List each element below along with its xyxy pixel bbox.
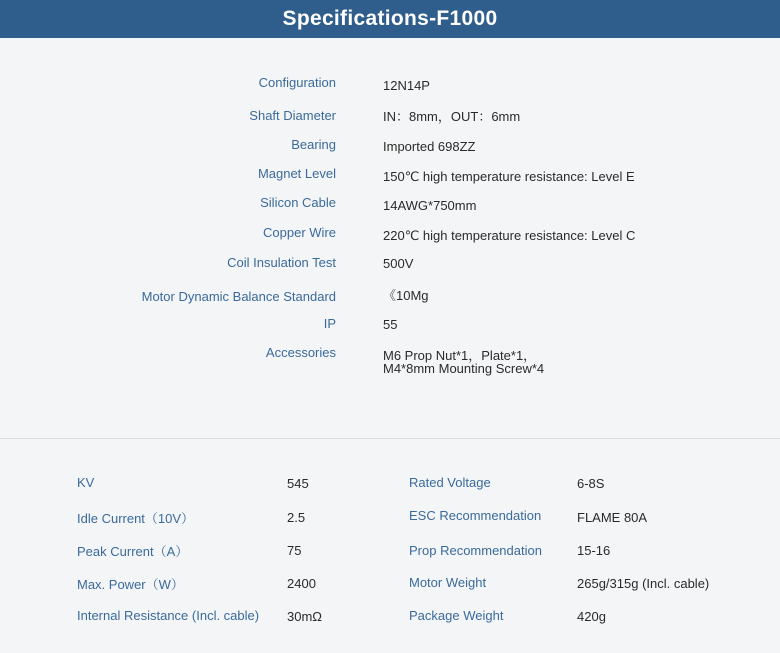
spec-value-copper-wire: 220℃ high temperature resistance: Level C xyxy=(383,228,636,243)
param-value-idle-current: 2.5 xyxy=(287,510,306,525)
spec-value-dynamic-balance: 《10Mg xyxy=(383,288,429,303)
param-label-internal-resistance: Internal Resistance (Incl. cable) xyxy=(77,608,260,623)
spec-value-accessories-line2: M4*8mm Mounting Screw*4 xyxy=(383,361,545,376)
spec-value-configuration: 12N14P xyxy=(383,78,430,93)
param-label-package-weight: Package Weight xyxy=(409,608,504,623)
param-label-motor-weight: Motor Weight xyxy=(409,575,487,590)
param-value-package-weight: 420g xyxy=(577,609,606,624)
spec-value-ip: 55 xyxy=(383,317,398,332)
page-header xyxy=(0,0,780,38)
param-label-rated-voltage: Rated Voltage xyxy=(409,475,491,490)
spec-value-silicon-cable: 14AWG*750mm xyxy=(383,198,477,213)
param-label-prop-recommendation: Prop Recommendation xyxy=(409,543,542,558)
spec-label-configuration: Configuration xyxy=(258,75,336,90)
spec-value-bearing: Imported 698ZZ xyxy=(383,139,476,154)
param-label-kv: KV xyxy=(77,475,95,490)
spec-label-accessories: Accessories xyxy=(265,345,336,360)
spec-label-silicon-cable: Silicon Cable xyxy=(260,195,336,210)
param-value-rated-voltage: 6-8S xyxy=(577,476,605,491)
spec-value-magnet-level: 150℃ high temperature resistance: Level E xyxy=(383,169,635,184)
param-label-max-power: Max. Power（W） xyxy=(77,577,184,592)
param-value-peak-current: 75 xyxy=(287,543,302,558)
param-label-idle-current: Idle Current（10V） xyxy=(77,511,195,526)
param-value-prop-recommendation: 15-16 xyxy=(577,543,611,558)
param-label-peak-current: Peak Current（A） xyxy=(77,544,189,559)
section-divider xyxy=(0,438,780,439)
spec-value-shaft-diameter: IN：8mm，OUT：6mm xyxy=(383,109,521,124)
param-value-internal-resistance: 30mΩ xyxy=(287,609,323,624)
spec-label-copper-wire: Copper Wire xyxy=(263,225,336,240)
param-value-motor-weight: 265g/315g (Incl. cable) xyxy=(577,576,710,591)
param-value-esc-recommendation: FLAME 80A xyxy=(577,510,648,525)
spec-value-coil-insulation-test: 500V xyxy=(383,256,414,271)
param-label-esc-recommendation: ESC Recommendation xyxy=(409,508,542,523)
spec-label-shaft-diameter: Shaft Diameter xyxy=(249,108,336,123)
spec-label-magnet-level: Magnet Level xyxy=(257,166,336,181)
page-title: Specifications-F1000 xyxy=(282,7,498,30)
spec-label-dynamic-balance: Motor Dynamic Balance Standard xyxy=(141,289,336,304)
spec-value-accessories-line1: M6 Prop Nut*1，Plate*1， xyxy=(383,348,537,363)
param-value-kv: 545 xyxy=(287,476,309,491)
spec-label-coil-insulation-test: Coil Insulation Test xyxy=(227,255,336,270)
param-value-max-power: 2400 xyxy=(287,576,316,591)
spec-label-bearing: Bearing xyxy=(291,137,336,152)
spec-label-ip: IP xyxy=(323,316,336,331)
